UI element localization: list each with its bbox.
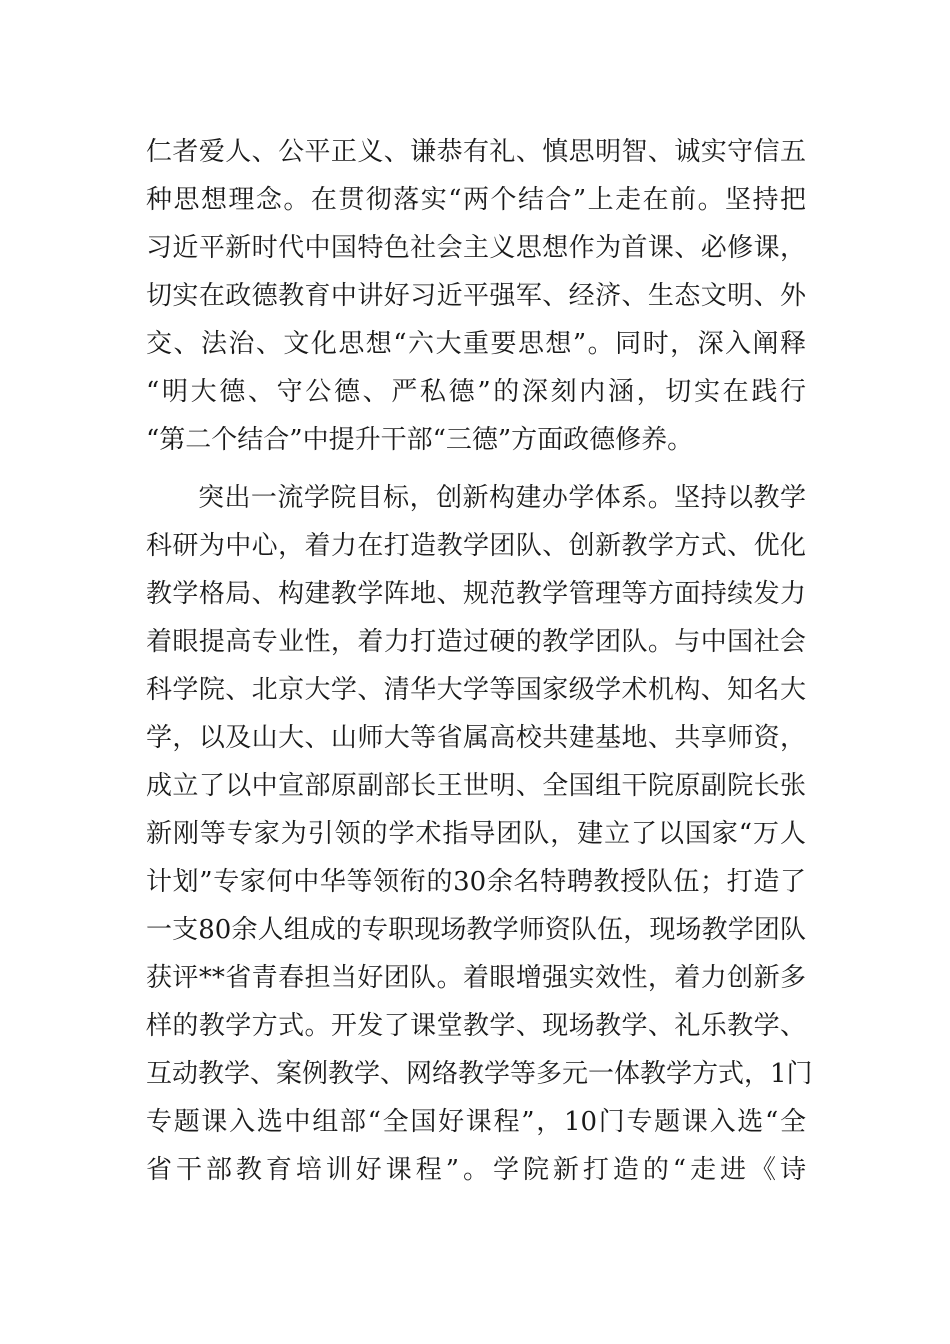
- text-line: “明大德、守公德、严私德”的深刻内涵，切实在践行: [146, 377, 806, 407]
- text-line: 互动教学、案例教学、网络教学等多元一体教学方式，1门: [146, 1059, 813, 1089]
- text-line: 成立了以中宣部原副部长王世明、全国组干院原副院长张: [146, 771, 806, 801]
- text-line: 省干部教育培训好课程”。学院新打造的“走进《诗: [146, 1155, 806, 1185]
- text-line: 专题课入选中组部“全国好课程”，10门专题课入选“全: [146, 1107, 806, 1137]
- text-line: 交、法治、文化思想“六大重要思想”。同时，深入阐释: [146, 329, 806, 359]
- text-line: 新刚等专家为引领的学术指导团队，建立了以国家“万人: [146, 819, 806, 849]
- text-line: “第二个结合”中提升干部“三德”方面政德修养。: [146, 425, 694, 455]
- text-line: 习近平新时代中国特色社会主义思想作为首课、必修课，: [146, 233, 806, 263]
- text-line: 计划”专家何中华等领衔的30余名特聘教授队伍；打造了: [146, 867, 806, 897]
- text-line: 切实在政德教育中讲好习近平强军、经济、生态文明、外: [146, 281, 806, 311]
- text-line: 获评**省青春担当好团队。着眼增强实效性，着力创新多: [146, 963, 806, 993]
- text-line: 教学格局、构建教学阵地、规范教学管理等方面持续发力: [146, 579, 806, 609]
- text-line: 科学院、北京大学、清华大学等国家级学术机构、知名大: [146, 675, 806, 705]
- text-line: 学，以及山大、山师大等省属高校共建基地、共享师资，: [146, 723, 806, 753]
- text-line: 科研为中心，着力在打造教学团队、创新教学方式、优化: [146, 531, 806, 561]
- text-line: 一支80余人组成的专职现场教学师资队伍，现场教学团队: [146, 915, 806, 945]
- text-line: 样的教学方式。开发了课堂教学、现场教学、礼乐教学、: [146, 1011, 806, 1041]
- text-line: 仁者爱人、公平正义、谦恭有礼、慎思明智、诚实守信五: [146, 137, 806, 167]
- text-line: 着眼提高专业性，着力打造过硬的教学团队。与中国社会: [146, 627, 806, 657]
- paragraph-first-line: 突出一流学院目标，创新构建办学体系。坚持以教学: [198, 483, 806, 513]
- text-line: 种思想理念。在贯彻落实“两个结合”上走在前。坚持把: [146, 185, 806, 215]
